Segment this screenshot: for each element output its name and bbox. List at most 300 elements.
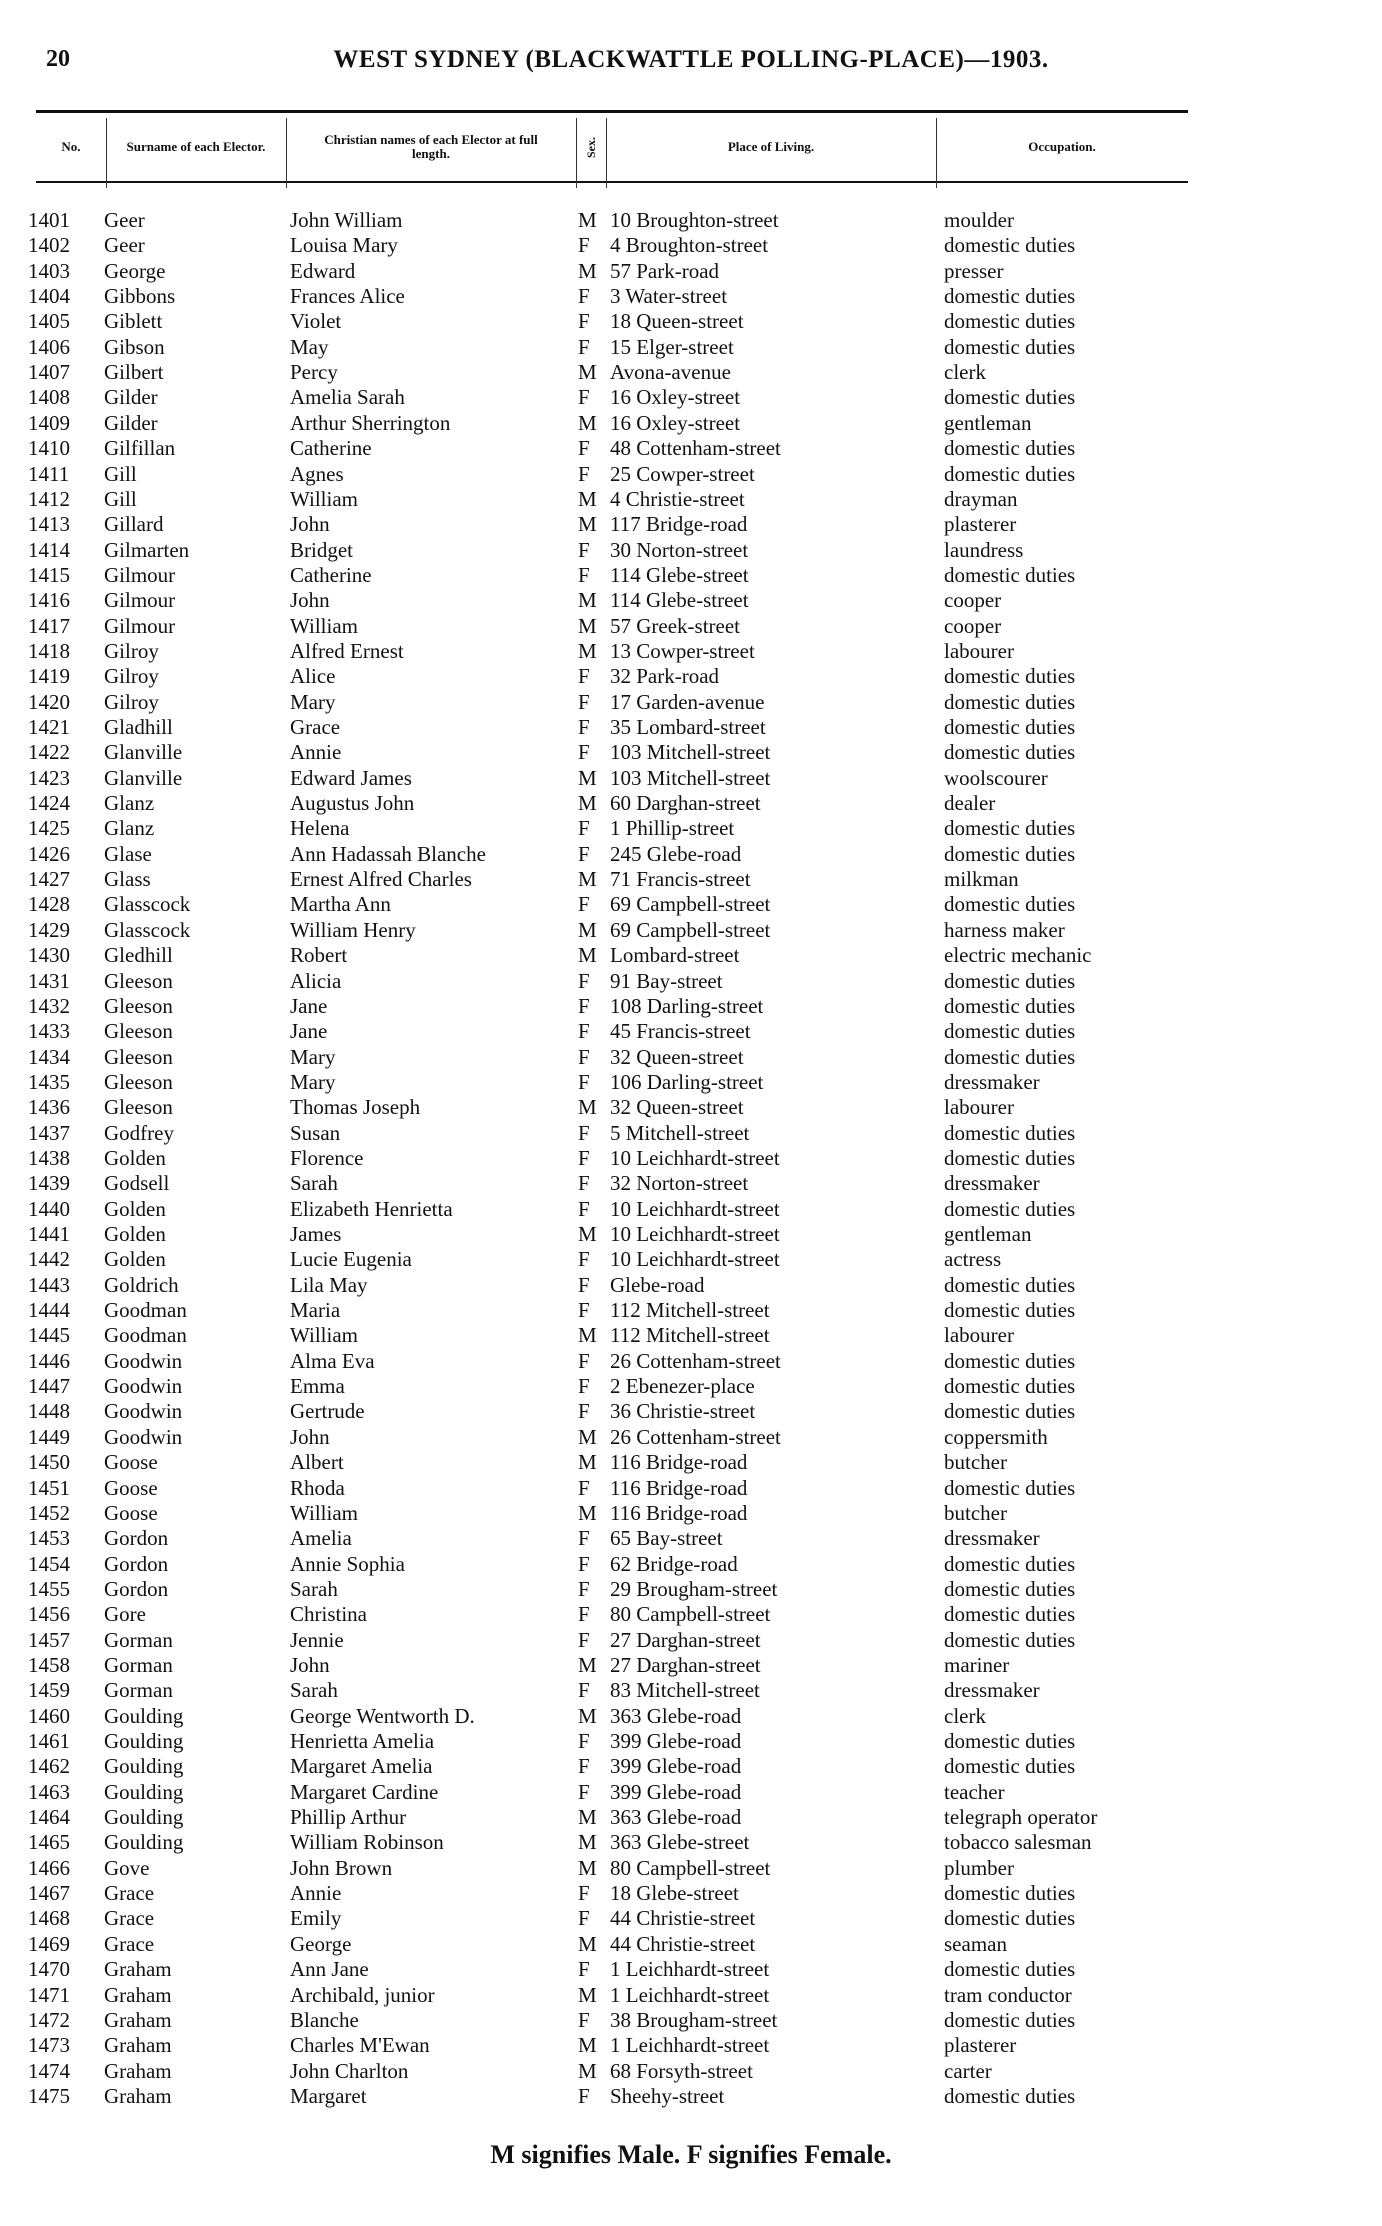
elector-surname: Gladhill xyxy=(104,715,173,739)
elector-sex: M xyxy=(578,1424,597,1449)
elector-number: 1472 xyxy=(28,2007,70,2032)
elector-place: 60 Darghan-street xyxy=(610,791,761,816)
elector-number: 1474 xyxy=(28,2058,70,2083)
elector-christian-names: Alfred Ernest xyxy=(290,638,404,663)
elector-sex: F xyxy=(578,309,590,334)
elector-number: 1424 xyxy=(28,791,70,816)
elector-sex: F xyxy=(578,1044,590,1069)
elector-sex: F xyxy=(578,334,590,359)
elector-surname: Gleeson xyxy=(104,1044,173,1069)
elector-occupation: domestic duties xyxy=(944,1196,1076,1221)
elector-surname: Gore xyxy=(104,1602,146,1627)
elector-sex: M xyxy=(578,917,597,942)
elector-surname: Glase xyxy=(104,841,152,866)
elector-number: 1413 xyxy=(28,512,70,537)
elector-place: 68 Forsyth-street xyxy=(610,2058,753,2083)
table-row xyxy=(0,1628,1382,1653)
elector-sex: M xyxy=(578,1095,597,1120)
elector-christian-names: George Wentworth D. xyxy=(290,1703,475,1728)
elector-occupation: domestic duties xyxy=(944,841,1076,866)
elector-surname: Golden xyxy=(104,1247,166,1272)
elector-sex: M xyxy=(578,208,597,232)
table-row xyxy=(0,1856,1382,1881)
table-row xyxy=(0,1830,1382,1855)
elector-sex: M xyxy=(578,1450,597,1475)
elector-number: 1412 xyxy=(28,486,70,511)
elector-surname: Gilroy xyxy=(104,664,159,689)
elector-occupation: telegraph operator xyxy=(944,1805,1098,1830)
header-occupation: Occupation. xyxy=(1028,139,1096,154)
elector-number: 1460 xyxy=(28,1703,70,1728)
column-divider xyxy=(936,118,937,188)
elector-occupation: dressmaker xyxy=(944,1526,1040,1551)
elector-number: 1458 xyxy=(28,1652,70,1677)
elector-occupation: seaman xyxy=(944,1931,1007,1956)
table-row xyxy=(0,588,1382,613)
elector-number: 1429 xyxy=(28,917,70,942)
elector-sex: M xyxy=(578,791,597,816)
table-row xyxy=(0,1754,1382,1779)
elector-place: 2 Ebenezer-place xyxy=(610,1374,755,1399)
elector-sex: F xyxy=(578,537,590,562)
elector-occupation: domestic duties xyxy=(944,1399,1076,1424)
elector-number: 1461 xyxy=(28,1729,70,1753)
elector-christian-names: William xyxy=(290,1323,358,1348)
elector-number: 1451 xyxy=(28,1475,70,1500)
elector-surname: Glass xyxy=(104,867,151,892)
elector-sex: F xyxy=(578,1754,590,1779)
elector-sex: M xyxy=(578,1652,597,1677)
elector-surname: Godsell xyxy=(104,1171,170,1196)
elector-sex: M xyxy=(578,867,597,892)
elector-sex: F xyxy=(578,1171,590,1196)
elector-surname: Goodman xyxy=(104,1323,187,1348)
elector-surname: Glanz xyxy=(104,791,155,816)
table-row xyxy=(0,335,1382,360)
elector-place: 363 Glebe-road xyxy=(610,1703,742,1728)
elector-occupation: drayman xyxy=(944,486,1018,511)
elector-sex: F xyxy=(578,1196,590,1221)
elector-surname: Gleeson xyxy=(104,968,173,993)
elector-sex: F xyxy=(578,2083,590,2108)
elector-sex: F xyxy=(578,1069,590,1094)
elector-occupation: butcher xyxy=(944,1500,1007,1525)
elector-number: 1443 xyxy=(28,1272,70,1297)
elector-surname: Gill xyxy=(104,461,137,486)
table-row xyxy=(0,563,1382,588)
elector-christian-names: Maria xyxy=(290,1298,341,1323)
elector-place: 80 Campbell-street xyxy=(610,1855,771,1880)
elector-christian-names: John Brown xyxy=(290,1855,393,1880)
elector-surname: Gilmarten xyxy=(104,537,190,562)
elector-sex: F xyxy=(578,715,590,739)
elector-sex: F xyxy=(578,385,590,410)
elector-number: 1402 xyxy=(28,233,70,258)
elector-place: 69 Campbell-street xyxy=(610,917,771,942)
table-row xyxy=(0,1095,1382,1120)
elector-sex: M xyxy=(578,765,597,790)
elector-christian-names: Martha Ann xyxy=(290,892,391,917)
elector-place: 17 Garden-avenue xyxy=(610,689,765,714)
elector-number: 1433 xyxy=(28,1019,70,1044)
elector-place: 363 Glebe-street xyxy=(610,1830,750,1855)
elector-number: 1449 xyxy=(28,1424,70,1449)
elector-occupation: domestic duties xyxy=(944,309,1076,334)
elector-occupation: milkman xyxy=(944,867,1019,892)
elector-place: 1 Phillip-street xyxy=(610,816,735,841)
table-row xyxy=(0,816,1382,841)
elector-occupation: domestic duties xyxy=(944,436,1076,461)
elector-number: 1435 xyxy=(28,1069,70,1094)
elector-christian-names: Frances Alice xyxy=(290,284,405,309)
elector-number: 1452 xyxy=(28,1500,70,1525)
elector-christian-names: John William xyxy=(290,208,403,232)
elector-christian-names: John xyxy=(290,1652,330,1677)
elector-occupation: domestic duties xyxy=(944,1145,1076,1170)
table-row xyxy=(0,538,1382,563)
elector-sex: M xyxy=(578,1500,597,1525)
elector-christian-names: Bridget xyxy=(290,537,353,562)
elector-surname: Gilmour xyxy=(104,562,176,587)
elector-christian-names: Emma xyxy=(290,1374,345,1399)
elector-christian-names: Annie xyxy=(290,740,342,765)
elector-sex: M xyxy=(578,512,597,537)
elector-sex: F xyxy=(578,1576,590,1601)
elector-christian-names: Annie Sophia xyxy=(290,1551,405,1576)
elector-christian-names: Ann Hadassah Blanche xyxy=(290,841,486,866)
elector-place: 32 Norton-street xyxy=(610,1171,749,1196)
elector-occupation: labourer xyxy=(944,638,1014,663)
elector-christian-names: William xyxy=(290,486,358,511)
elector-christian-names: Phillip Arthur xyxy=(290,1805,407,1830)
elector-number: 1411 xyxy=(28,461,70,486)
table-row xyxy=(0,1273,1382,1298)
elector-occupation: domestic duties xyxy=(944,1348,1076,1373)
table-row xyxy=(0,639,1382,664)
elector-number: 1470 xyxy=(28,1957,70,1982)
elector-sex: F xyxy=(578,1374,590,1399)
elector-surname: Godfrey xyxy=(104,1120,174,1145)
elector-place: 16 Oxley-street xyxy=(610,385,741,410)
elector-occupation: domestic duties xyxy=(944,562,1076,587)
table-row xyxy=(0,360,1382,385)
elector-christian-names: Grace xyxy=(290,715,341,739)
elector-occupation: domestic duties xyxy=(944,1551,1076,1576)
elector-surname: Gordon xyxy=(104,1526,169,1551)
elector-occupation: domestic duties xyxy=(944,1044,1076,1069)
elector-sex: M xyxy=(578,1830,597,1855)
elector-surname: Goulding xyxy=(104,1805,184,1830)
table-row xyxy=(0,1121,1382,1146)
elector-number: 1404 xyxy=(28,284,70,309)
elector-occupation: domestic duties xyxy=(944,715,1076,739)
elector-surname: Goose xyxy=(104,1475,158,1500)
elector-number: 1468 xyxy=(28,1906,70,1931)
page-number: 20 xyxy=(46,46,70,72)
elector-surname: Goodwin xyxy=(104,1424,183,1449)
elector-sex: M xyxy=(578,1931,597,1956)
elector-christian-names: Arthur Sherrington xyxy=(290,410,451,435)
elector-place: 35 Lombard-street xyxy=(610,715,766,739)
table-row xyxy=(0,1552,1382,1577)
elector-occupation: domestic duties xyxy=(944,2083,1076,2108)
elector-christian-names: Sarah xyxy=(290,1576,338,1601)
table-row xyxy=(0,1171,1382,1196)
elector-sex: F xyxy=(578,1881,590,1906)
elector-surname: Gilmour xyxy=(104,613,176,638)
elector-christian-names: Archibald, junior xyxy=(290,1982,435,2007)
table-row xyxy=(0,1704,1382,1729)
elector-sex: F xyxy=(578,1678,590,1703)
elector-place: 1 Leichhardt-street xyxy=(610,2033,770,2058)
elector-sex: F xyxy=(578,1551,590,1576)
elector-christian-names: Mary xyxy=(290,1044,336,1069)
elector-place: 13 Cowper-street xyxy=(610,638,755,663)
elector-sex: M xyxy=(578,638,597,663)
elector-place: 15 Elger-street xyxy=(610,334,734,359)
elector-occupation: dealer xyxy=(944,791,996,816)
elector-occupation: domestic duties xyxy=(944,385,1076,410)
table-row xyxy=(0,436,1382,461)
elector-sex: M xyxy=(578,1982,597,2007)
elector-place: 30 Norton-street xyxy=(610,537,749,562)
elector-christian-names: Agnes xyxy=(290,461,344,486)
elector-christian-names: John xyxy=(290,588,330,613)
table-row xyxy=(0,2059,1382,2084)
elector-number: 1431 xyxy=(28,968,70,993)
elector-number: 1416 xyxy=(28,588,70,613)
elector-sex: F xyxy=(578,1145,590,1170)
elector-sex: M xyxy=(578,943,597,968)
table-row xyxy=(0,867,1382,892)
elector-place: Glebe-road xyxy=(610,1272,705,1297)
table-row xyxy=(0,411,1382,436)
elector-surname: Golden xyxy=(104,1145,166,1170)
elector-occupation: domestic duties xyxy=(944,284,1076,309)
elector-surname: Graham xyxy=(104,2007,172,2032)
elector-sex: F xyxy=(578,1906,590,1931)
elector-sex: F xyxy=(578,1779,590,1804)
elector-occupation: clerk xyxy=(944,1703,986,1728)
elector-sex: M xyxy=(578,258,597,283)
elector-christian-names: John Charlton xyxy=(290,2058,409,2083)
elector-occupation: teacher xyxy=(944,1779,1005,1804)
elector-place: 5 Mitchell-street xyxy=(610,1120,750,1145)
table-row xyxy=(0,208,1382,233)
table-row xyxy=(0,842,1382,867)
elector-occupation: domestic duties xyxy=(944,1272,1076,1297)
elector-number: 1466 xyxy=(28,1855,70,1880)
table-row xyxy=(0,1729,1382,1754)
elector-number: 1415 xyxy=(28,562,70,587)
table-row xyxy=(0,1526,1382,1551)
elector-occupation: domestic duties xyxy=(944,689,1076,714)
elector-sex: F xyxy=(578,1602,590,1627)
elector-place: 29 Brougham-street xyxy=(610,1576,778,1601)
elector-place: 3 Water-street xyxy=(610,284,728,309)
elector-number: 1430 xyxy=(28,943,70,968)
elector-occupation: domestic duties xyxy=(944,1627,1076,1652)
elector-surname: Gill xyxy=(104,486,137,511)
elector-occupation: butcher xyxy=(944,1450,1007,1475)
elector-number: 1423 xyxy=(28,765,70,790)
elector-place: 16 Oxley-street xyxy=(610,410,741,435)
elector-sex: F xyxy=(578,1627,590,1652)
elector-occupation: domestic duties xyxy=(944,233,1076,258)
table-row xyxy=(0,284,1382,309)
elector-christian-names: Charles M'Ewan xyxy=(290,2033,430,2058)
elector-place: 117 Bridge-road xyxy=(610,512,748,537)
elector-christian-names: James xyxy=(290,1222,342,1246)
elector-occupation: domestic duties xyxy=(944,1754,1076,1779)
elector-sex: F xyxy=(578,841,590,866)
elector-place: 1 Leichhardt-street xyxy=(610,1957,770,1982)
elector-occupation: electric mechanic xyxy=(944,943,1092,968)
elector-number: 1410 xyxy=(28,436,70,461)
elector-surname: Gordon xyxy=(104,1551,169,1576)
elector-number: 1422 xyxy=(28,740,70,765)
table-row xyxy=(0,1780,1382,1805)
elector-place: 112 Mitchell-street xyxy=(610,1323,770,1348)
table-row xyxy=(0,1577,1382,1602)
elector-occupation: woolscourer xyxy=(944,765,1048,790)
table-row xyxy=(0,892,1382,917)
elector-number: 1446 xyxy=(28,1348,70,1373)
elector-christian-names: Alma Eva xyxy=(290,1348,375,1373)
elector-surname: Goulding xyxy=(104,1703,184,1728)
elector-number: 1405 xyxy=(28,309,70,334)
elector-christian-names: Edward xyxy=(290,258,356,283)
elector-sex: F xyxy=(578,1247,590,1272)
elector-surname: Goldrich xyxy=(104,1272,179,1297)
elector-christian-names: John xyxy=(290,1424,330,1449)
elector-christian-names: Mary xyxy=(290,1069,336,1094)
table-row xyxy=(0,2033,1382,2058)
table-row xyxy=(0,512,1382,537)
elector-place: 108 Darling-street xyxy=(610,993,764,1018)
header-place: Place of Living. xyxy=(727,139,815,154)
table-row xyxy=(0,690,1382,715)
table-row xyxy=(0,1019,1382,1044)
table-row xyxy=(0,1323,1382,1348)
elector-occupation: domestic duties xyxy=(944,1881,1076,1906)
elector-christian-names: Amelia Sarah xyxy=(290,385,405,410)
elector-place: 27 Darghan-street xyxy=(610,1627,761,1652)
elector-christian-names: Emily xyxy=(290,1906,342,1931)
elector-occupation: domestic duties xyxy=(944,1298,1076,1323)
elector-place: 18 Glebe-street xyxy=(610,1881,739,1906)
elector-sex: F xyxy=(578,284,590,309)
elector-occupation: domestic duties xyxy=(944,1602,1076,1627)
elector-sex: F xyxy=(578,1120,590,1145)
elector-place: 38 Brougham-street xyxy=(610,2007,778,2032)
elector-sex: F xyxy=(578,993,590,1018)
elector-place: 106 Darling-street xyxy=(610,1069,764,1094)
elector-place: 112 Mitchell-street xyxy=(610,1298,770,1323)
elector-surname: Gilfillan xyxy=(104,436,176,461)
elector-number: 1439 xyxy=(28,1171,70,1196)
elector-place: 399 Glebe-road xyxy=(610,1779,742,1804)
table-row xyxy=(0,1298,1382,1323)
elector-number: 1457 xyxy=(28,1627,70,1652)
elector-place: 36 Christie-street xyxy=(610,1399,756,1424)
elector-number: 1465 xyxy=(28,1830,70,1855)
column-divider xyxy=(606,118,607,188)
elector-number: 1471 xyxy=(28,1982,70,2007)
elector-sex: F xyxy=(578,689,590,714)
elector-number: 1436 xyxy=(28,1095,70,1120)
elector-occupation: domestic duties xyxy=(944,1576,1076,1601)
elector-occupation: domestic duties xyxy=(944,1957,1076,1982)
elector-christian-names: Jennie xyxy=(290,1627,344,1652)
elector-christian-names: Percy xyxy=(290,360,338,385)
table-row xyxy=(0,994,1382,1019)
elector-place: 32 Queen-street xyxy=(610,1095,744,1120)
elector-number: 1440 xyxy=(28,1196,70,1221)
table-row xyxy=(0,1602,1382,1627)
elector-sex: F xyxy=(578,968,590,993)
elector-place: 32 Queen-street xyxy=(610,1044,744,1069)
elector-christian-names: William Henry xyxy=(290,917,416,942)
elector-christian-names: Louisa Mary xyxy=(290,233,398,258)
elector-number: 1421 xyxy=(28,715,70,739)
header-christian: Christian names of each Elector at full length. xyxy=(324,132,538,161)
elector-occupation: domestic duties xyxy=(944,1729,1076,1753)
elector-number: 1403 xyxy=(28,258,70,283)
elector-surname: Goodman xyxy=(104,1298,187,1323)
elector-christian-names: Jane xyxy=(290,1019,328,1044)
elector-occupation: dressmaker xyxy=(944,1678,1040,1703)
table-row xyxy=(0,1805,1382,1830)
elector-christian-names: William xyxy=(290,1500,358,1525)
elector-number: 1427 xyxy=(28,867,70,892)
elector-place: 116 Bridge-road xyxy=(610,1475,748,1500)
elector-number: 1473 xyxy=(28,2033,70,2058)
elector-number: 1463 xyxy=(28,1779,70,1804)
elector-surname: Goulding xyxy=(104,1729,184,1753)
elector-christian-names: Edward James xyxy=(290,765,412,790)
elector-occupation: cooper xyxy=(944,613,1002,638)
elector-number: 1432 xyxy=(28,993,70,1018)
elector-christian-names: John xyxy=(290,512,330,537)
elector-surname: Geer xyxy=(104,233,145,258)
elector-christian-names: Florence xyxy=(290,1145,364,1170)
elector-christian-names: Robert xyxy=(290,943,348,968)
elector-occupation: domestic duties xyxy=(944,1120,1076,1145)
elector-place: 48 Cottenham-street xyxy=(610,436,781,461)
elector-place: 10 Leichhardt-street xyxy=(610,1196,780,1221)
elector-sex: F xyxy=(578,1526,590,1551)
elector-occupation: dressmaker xyxy=(944,1069,1040,1094)
elector-place: 26 Cottenham-street xyxy=(610,1424,781,1449)
table-row xyxy=(0,462,1382,487)
elector-surname: Gove xyxy=(104,1855,150,1880)
elector-occupation: dressmaker xyxy=(944,1171,1040,1196)
elector-sex: M xyxy=(578,588,597,613)
elector-surname: Gledhill xyxy=(104,943,173,968)
table-header xyxy=(36,110,1188,183)
elector-place: 103 Mitchell-street xyxy=(610,740,771,765)
elector-christian-names: Ann Jane xyxy=(290,1957,369,1982)
elector-sex: F xyxy=(578,892,590,917)
elector-surname: Gibbons xyxy=(104,284,176,309)
elector-surname: Gleeson xyxy=(104,1019,173,1044)
elector-place: 44 Christie-street xyxy=(610,1931,756,1956)
elector-number: 1464 xyxy=(28,1805,70,1830)
elector-sex: F xyxy=(578,740,590,765)
elector-surname: Goodwin xyxy=(104,1374,183,1399)
elector-place: 26 Cottenham-street xyxy=(610,1348,781,1373)
